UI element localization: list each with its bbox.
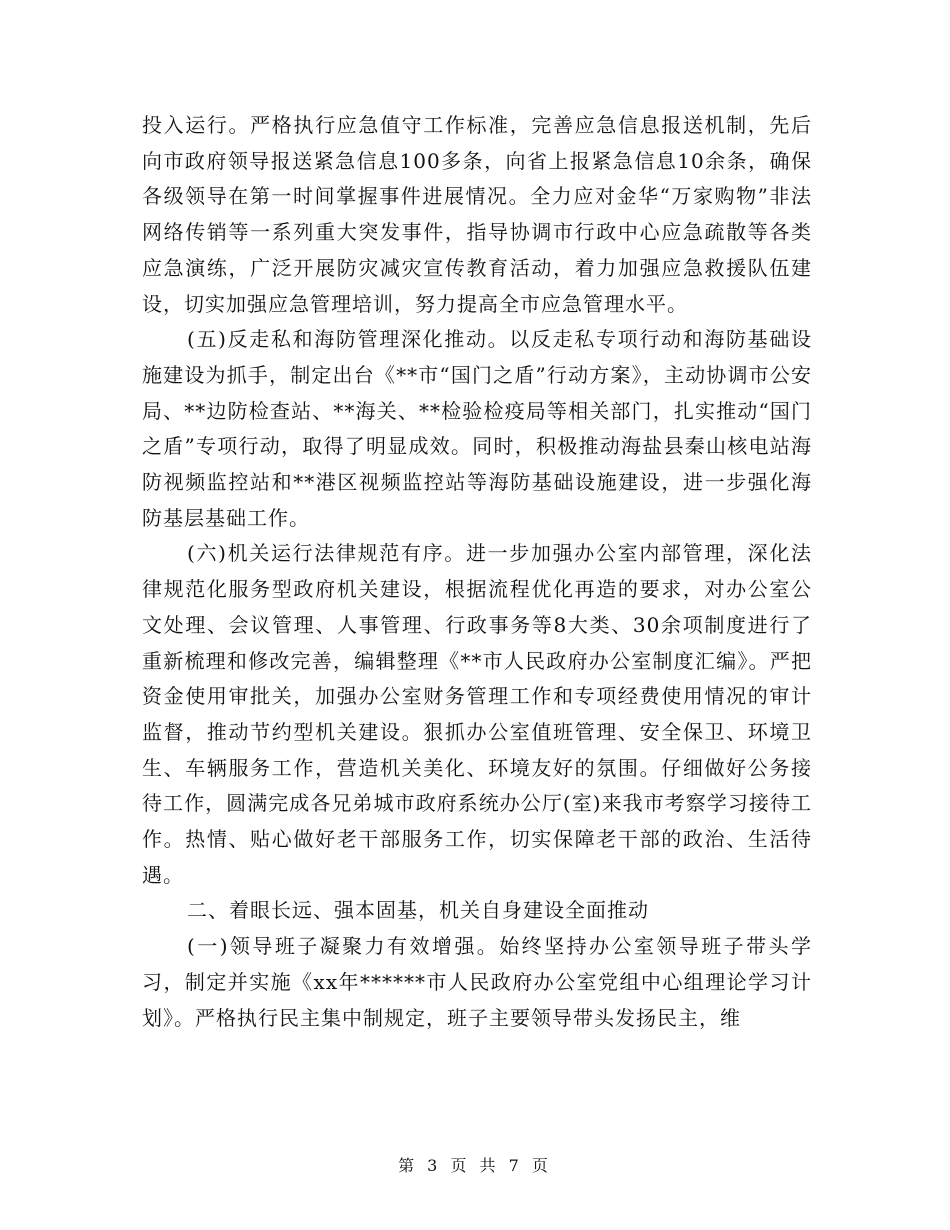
paragraph-anti-smuggling: (五)反走私和海防管理深化推动。以反走私专项行动和海防基础设施建设为抓手，制定出台《**市“国门之盾”行动方案》，主动协调市公安局、**边防检查站、**海关、**检验检疫局等相关部门，扎实推动“国门之盾”专项行动，取得了明显成效。同时，积极推动海盐县秦山核电站海防视频监控站和**港区视频监控站等海防基础设施建设，进一步强化海防基层基础工作。 <box>142 327 812 530</box>
page-footer: 第 3 页 共 7 页 <box>398 1156 552 1175</box>
section-heading-self-building: 二、着眼长远、强本固基，机关自身建设全面推动 <box>187 898 649 923</box>
paragraph-leadership: (一)领导班子凝聚力有效增强。始终坚持办公室领导班子带头学习，制定并实施《xx年******市人民政府办公室党组中心组理论学习计划》。严格执行民主集中制规定，班子主要领导带头发扬民主，维 <box>142 934 812 1030</box>
paragraph-office-operation: (六)机关运行法律规范有序。进一步加强办公室内部管理，深化法律规范化服务型政府机关建设，根据流程优化再造的要求，对办公室公文处理、会议管理、人事管理、行政事务等8大类、30余项制度进行了重新梳理和修改完善，编辑整理《**市人民政府办公室制度汇编》。严把资金使用审批关，加强办公室财务管理工作和专项经费使用情况的审计监督，推动节约型机关建设。狠抓办公室值班管理、安全保卫、环境卫生、车辆服务工作，营造机关美化、环境友好的氛围。仔细做好公务接待工作，圆满完成各兄弟城市政府系统办公厅(室)来我市考察学习接待工作。热情、贴心做好老干部服务工作，切实保障老干部的政治、生活待遇。 <box>142 541 812 887</box>
paragraph-emergency-management: 投入运行。严格执行应急值守工作标准，完善应急信息报送机制，先后向市政府领导报送紧急信息100多条，向省上报紧急信息10余条，确保各级领导在第一时间掌握事件进展情况。全力应对金华“万家购物”非法网络传销等一系列重大突发事件，指导协调市行政中心应急疏散等各类应急演练，广泛开展防灾减灾宣传教育活动，着力加强应急救援队伍建设，切实加强应急管理培训，努力提高全市应急管理水平。 <box>142 113 812 316</box>
body-text <box>142 108 812 1036</box>
